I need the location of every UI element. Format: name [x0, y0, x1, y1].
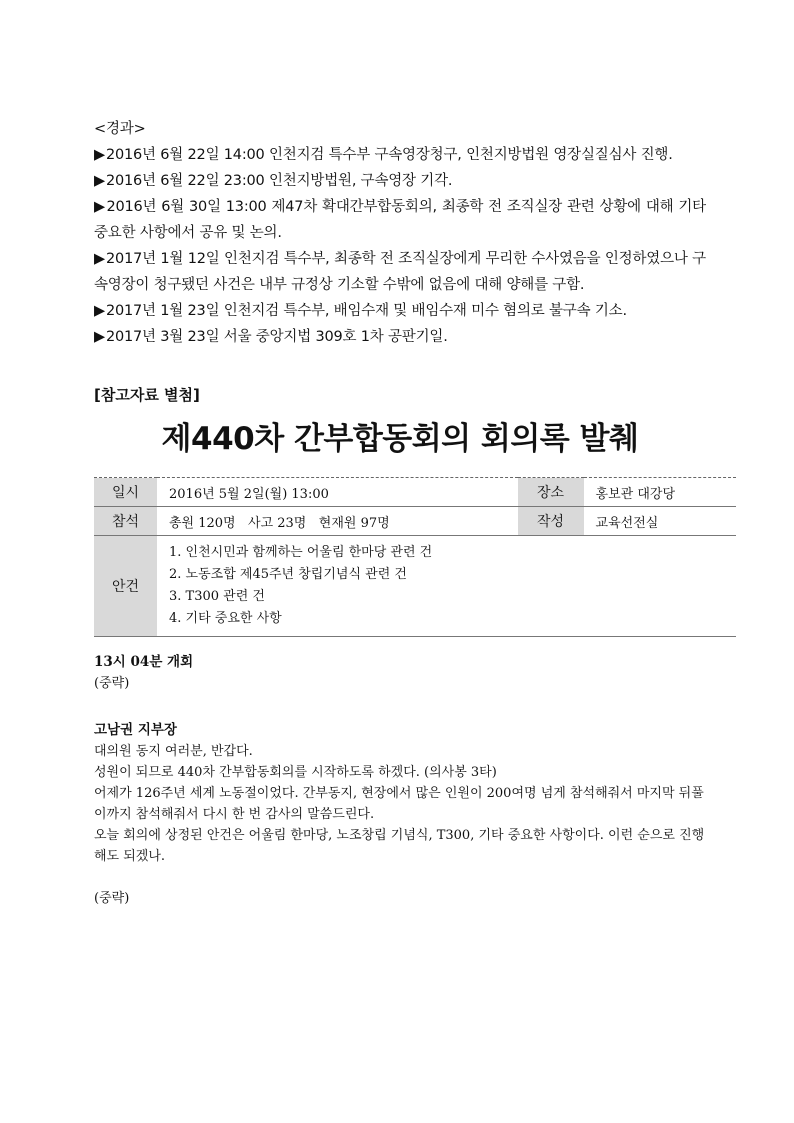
meeting-opening: 13시 04분 개회 [94, 654, 194, 670]
speech-line: 성원이 되므로 440차 간부합동회의를 시작하도록 하겠다. (의사봉 3타) [94, 765, 497, 780]
writer-value: 교육선전실 [584, 507, 736, 536]
speaker-name: 고남권 지부장 [94, 722, 177, 738]
attendance-value: 총원 120명 사고 23명 현재원 97명 [157, 507, 518, 536]
omitted-note: (중략) [94, 676, 130, 691]
table-row [94, 507, 736, 536]
triangle-bullet-icon: ▶ [94, 173, 105, 189]
progress-item-text: 2017년 1월 12일 인천지검 특수부, 최종학 전 조직실장에게 무리한 수사였음을 인정하였으나 구속영장이 청구됐던 사건은 내부 규정상 기소할 수밖에 없음에 대해 양해를 구함. [94, 251, 706, 293]
progress-item-text: 2017년 3월 23일 서울 중앙지법 309호 1차 공판기일. [105, 329, 448, 345]
speech-line: 오늘 회의에 상정된 안건은 어울림 한마당, 노조창립 기념식, T300, 기타 중요한 사항이다. 이런 순으로 진행해도 되겠나. [94, 828, 705, 864]
document-page [94, 116, 706, 909]
place-label: 장소 [518, 478, 584, 507]
progress-item [94, 324, 706, 350]
date-label: 일시 [94, 478, 157, 507]
omitted-note: (중략) [94, 891, 130, 906]
spacer [94, 867, 706, 888]
agenda-item: 3. T300 관련 건 [169, 589, 265, 604]
progress-item [94, 142, 706, 168]
speech-line: 어제가 126주년 세계 노동절이었다. 간부동지, 현장에서 많은 인원이 200여명 넘게 참석해줘서 마지막 뒤풀이까지 참석해줘서 다시 한 번 감사의 말씀드린다. [94, 786, 704, 822]
document-title: 제440차 간부합동회의 회의록 발췌 [161, 421, 639, 457]
triangle-bullet-icon: ▶ [94, 199, 106, 215]
agenda-cell [157, 536, 736, 637]
progress-item [94, 246, 706, 298]
place-value: 홍보관 대강당 [584, 478, 736, 507]
triangle-bullet-icon: ▶ [94, 251, 106, 267]
agenda-item: 2. 노동조합 제45주년 창립기념식 관련 건 [169, 567, 407, 582]
triangle-bullet-icon: ▶ [94, 329, 105, 345]
agenda-label: 안건 [94, 536, 157, 637]
meeting-info-table [94, 477, 736, 637]
progress-item [94, 194, 706, 246]
agenda-item: 4. 기타 중요한 사항 [169, 611, 282, 626]
table-row [94, 478, 736, 507]
table-row [94, 536, 736, 637]
progress-item-text: 2016년 6월 22일 14:00 인천지검 특수부 구속영장청구, 인천지방법원 영장실질심사 진행. [105, 147, 673, 163]
triangle-bullet-icon: ▶ [94, 147, 105, 163]
writer-label: 작성 [518, 507, 584, 536]
agenda-list [169, 542, 724, 630]
agenda-item: 1. 인천시민과 함께하는 어울림 한마당 관련 건 [169, 545, 433, 560]
progress-item-text: 2017년 1월 23일 인천지검 특수부, 배임수재 및 배임수재 미수 혐의로 불구속 기소. [105, 303, 627, 319]
triangle-bullet-icon: ▶ [94, 303, 105, 319]
date-value: 2016년 5월 2일(월) 13:00 [157, 478, 518, 507]
progress-item [94, 298, 706, 324]
progress-item-text: 2016년 6월 22일 23:00 인천지방법원, 구속영장 기각. [105, 173, 453, 189]
progress-heading: <경과> [94, 121, 146, 137]
reference-label: [참고자료 별첨] [94, 386, 200, 404]
attendance-label: 참석 [94, 507, 157, 536]
speech-line: 대의원 동지 여러분, 반갑다. [94, 744, 253, 759]
progress-item [94, 168, 706, 194]
progress-item-text: 2016년 6월 30일 13:00 제47차 확대간부합동회의, 최종학 전 조직실장 관련 상황에 대해 기타 중요한 사항에서 공유 및 논의. [94, 199, 706, 241]
